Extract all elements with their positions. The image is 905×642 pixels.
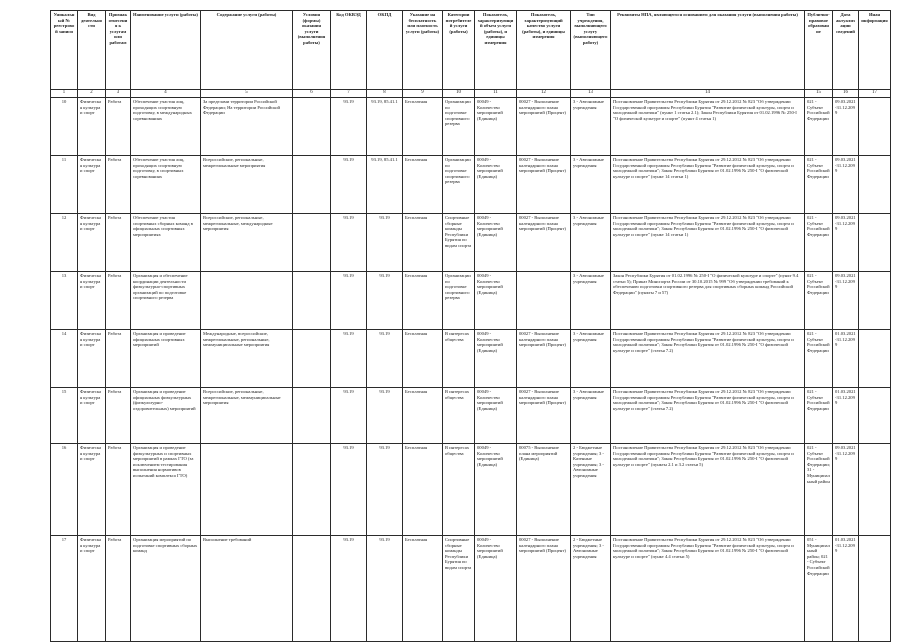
service-content: Всероссийские, региональные, межрегиональные, международные мероприятия <box>201 214 293 272</box>
legal-basis: Постановление Правительства Республики Бурятия от 29.12.2012 № 823 "Об утверждении Государственной программы Республики Бурятия "Развитие физической культуры, спорта и молодежной политики"; Закон Республики Бурятия от 01.02.1996 № 250-I "О физической культуре и спорте" (статья 7.2) <box>611 388 805 444</box>
volume-indicator: 00049 - Количество мероприятий (Единица) <box>475 98 517 156</box>
public-entity: 021 - Субъект Российской Федерации <box>805 272 833 330</box>
okved-code: 93.19 <box>331 98 367 156</box>
activity-type: Физическая культура и спорт <box>78 272 106 330</box>
col-header: ОКПД <box>367 11 403 90</box>
activity-type: Физическая культура и спорт <box>78 330 106 388</box>
public-entity: 021 - Субъект Российской Федерации <box>805 214 833 272</box>
okpd-code: 93.19 <box>367 214 403 272</box>
item-kind: Работа <box>106 444 131 536</box>
col-header: Категории потребителей услуги (работы) <box>443 11 475 90</box>
legal-basis: Постановление Правительства Республики Бурятия от 29.12.2012 № 823 "Об утверждении Государственной программы Республики Бурятия "Развитие физической культуры, спорта и молодежной политики"; Закон Республики Бурятия от 01.02.1996 № 250-I "О физической культуре и спорте" (пункт 14 статьи 1) <box>611 156 805 214</box>
service-content: Выполнение требований <box>201 536 293 642</box>
institution-type: 3 - Автономные учреждения <box>571 156 611 214</box>
service-content: Всероссийские, региональные, межрегиональные, межмуниципальные мероприятия <box>201 388 293 444</box>
activity-type: Физическая культура и спорт <box>78 388 106 444</box>
record-number: 11 <box>51 156 78 214</box>
col-header: Содержание услуги (работы) <box>201 11 293 90</box>
column-number: 9 <box>403 90 443 98</box>
record-number: 15 <box>51 388 78 444</box>
legal-basis: Закон Республики Бурятия от 01.02.1996 № 250-I "О физической культуре и спорте" (пункт 9.4 статьи 5); Приказ Минспорта России от 30.10.2015 № 999 "Об утверждении требований к обеспечению подготовки спортивного резерва для спортивных сборных команд Российской Федерации" (пункты 7 и 57) <box>611 272 805 330</box>
volume-indicator: 00049 - Количество мероприятий (Единица) <box>475 272 517 330</box>
record-number: 12 <box>51 214 78 272</box>
payment-type: Бесплатная <box>403 98 443 156</box>
service-form <box>293 214 331 272</box>
column-number: 11 <box>475 90 517 98</box>
other-info <box>859 98 891 156</box>
consumer-category: В интересах общества <box>443 444 475 536</box>
other-info <box>859 536 891 642</box>
record-number: 17 <box>51 536 78 642</box>
table-row <box>51 330 891 388</box>
activity-type: Физическая культура и спорт <box>78 156 106 214</box>
actualization-date: 09.03.2021-31.12.2099 <box>833 444 859 536</box>
volume-indicator: 00049 - Количество мероприятий (Единица) <box>475 156 517 214</box>
payment-type: Бесплатная <box>403 272 443 330</box>
col-header: Иная информация <box>859 11 891 90</box>
record-number: 14 <box>51 330 78 388</box>
legal-basis: Постановление Правительства Республики Бурятия от 29.12.2012 № 823 "Об утверждении Государственной программы Республики Бурятия "Развитие физической культуры, спорта и молодежной политики"; Закон Республики Бурятия от 01.02.1996 № 250-I "О физической культуре и спорте" (пункты 2.1 и 3.2 статьи 5) <box>611 444 805 536</box>
col-header: Признак отнесения к услугам или работам <box>106 11 131 90</box>
service-name: Организация мероприятий по подготовке спортивных сборных команд <box>131 536 201 642</box>
column-number-row <box>51 90 891 98</box>
table-row <box>51 444 891 536</box>
okved-code: 93.19 <box>331 214 367 272</box>
volume-indicator: 00049 - Количество мероприятий (Единица) <box>475 214 517 272</box>
other-info <box>859 444 891 536</box>
quality-indicator: 00027 - Выполнение календарного плана мероприятий (Процент) <box>517 536 571 642</box>
public-entity: 051 - Муниципальный район; 021 - Субъект Российской Федерации <box>805 536 833 642</box>
service-content: Всероссийские, региональные, межрегиональные мероприятия <box>201 156 293 214</box>
payment-type: Бесплатная <box>403 330 443 388</box>
col-header: Тип учреждения, выполняющего услугу (выполняющего работу) <box>571 11 611 90</box>
service-name: Обеспечение участия спортивных сборных команд в официальных спортивных мероприятиях <box>131 214 201 272</box>
okpd-code: 93.19 <box>367 330 403 388</box>
volume-indicator: 00049 - Количество мероприятий (Единица) <box>475 330 517 388</box>
okpd-code: 93.19, 85.41.1 <box>367 98 403 156</box>
service-form <box>293 444 331 536</box>
service-form <box>293 272 331 330</box>
other-info <box>859 330 891 388</box>
col-header: Условия (формы) оказания услуги (выполнения работы) <box>293 11 331 90</box>
other-info <box>859 272 891 330</box>
institution-type: 3 - Автономные учреждения <box>571 98 611 156</box>
other-info <box>859 388 891 444</box>
item-kind: Работа <box>106 272 131 330</box>
item-kind: Работа <box>106 98 131 156</box>
okved-code: 93.19 <box>331 330 367 388</box>
registry-rows <box>51 98 891 642</box>
legal-basis: Постановление Правительства Республики Бурятия от 29.12.2012 № 823 "Об утверждении Государственной программы Республики Бурятия "Развитие физической культуры, спорта и молодежной политики" (пункт 1 статья 2.1); Закон Республики Бурятия от 01.02.1996 № 250-I "О физической культуре и спорте" (пункт 4 статья 1) <box>611 98 805 156</box>
service-name: Организация и проведение официальных спортивных мероприятий <box>131 330 201 388</box>
column-number: 16 <box>833 90 859 98</box>
item-kind: Работа <box>106 330 131 388</box>
column-number: 17 <box>859 90 891 98</box>
column-number: 15 <box>805 90 833 98</box>
okpd-code: 93.19 <box>367 444 403 536</box>
service-content: Международные, всероссийские, межрегиональные, региональные, межмуниципальные мероприятия <box>201 330 293 388</box>
payment-type: Бесплатная <box>403 444 443 536</box>
service-content <box>201 272 293 330</box>
service-content: За пределами территории Российской Федерации; На территории Российской Федерации <box>201 98 293 156</box>
okpd-code: 93.19 <box>367 272 403 330</box>
actualization-date: 09.03.2021-31.12.2099 <box>833 156 859 214</box>
other-info <box>859 156 891 214</box>
col-header: Показатель, характеризующий качество услуги (работы), и единицы измерения <box>517 11 571 90</box>
service-name: Обеспечение участия лиц, проходящих спортивную подготовку, в спортивных соревнованиях <box>131 156 201 214</box>
public-entity: 021 - Субъект Российской Федерации; 31 - Муниципальный район <box>805 444 833 536</box>
record-number: 10 <box>51 98 78 156</box>
consumer-category: Организации по подготовке спортивного резерва <box>443 272 475 330</box>
table-row <box>51 536 891 642</box>
col-header: Реквизиты НПА, являющегося основанием для оказания услуги (выполнения работы) <box>611 11 805 90</box>
service-content <box>201 444 293 536</box>
institution-type: 3 - Автономные учреждения <box>571 330 611 388</box>
activity-type: Физическая культура и спорт <box>78 98 106 156</box>
col-header: Публично-правовое образование <box>805 11 833 90</box>
column-number: 14 <box>611 90 805 98</box>
column-number: 13 <box>571 90 611 98</box>
payment-type: Бесплатная <box>403 214 443 272</box>
quality-indicator: 00027 - Выполнение календарного плана мероприятий (Процент) <box>517 156 571 214</box>
col-header: Показатель, характеризующий объем услуги (работы), и единицы измерения <box>475 11 517 90</box>
table-row <box>51 98 891 156</box>
consumer-category: Организации по подготовке спортивного резерва <box>443 156 475 214</box>
quality-indicator: 00027 - Выполнение календарного плана мероприятий (Процент) <box>517 330 571 388</box>
service-form <box>293 388 331 444</box>
actualization-date: 01.03.2021-31.12.2099 <box>833 536 859 642</box>
quality-indicator: 00027 - Выполнение календарного плана мероприятий (Процент) <box>517 388 571 444</box>
column-number: 4 <box>131 90 201 98</box>
public-entity: 021 - Субъект Российской Федерации <box>805 330 833 388</box>
item-kind: Работа <box>106 536 131 642</box>
service-form <box>293 156 331 214</box>
service-name: Обеспечение участия лиц, проходящих спортивную подготовку, в международных соревнованиях <box>131 98 201 156</box>
table-row <box>51 214 891 272</box>
record-number: 13 <box>51 272 78 330</box>
institution-type: 3 - Автономные учреждения <box>571 272 611 330</box>
column-number: 6 <box>293 90 331 98</box>
item-kind: Работа <box>106 214 131 272</box>
public-entity: 021 - Субъект Российской Федерации <box>805 156 833 214</box>
column-number: 12 <box>517 90 571 98</box>
activity-type: Физическая культура и спорт <box>78 536 106 642</box>
column-number: 1 <box>51 90 78 98</box>
service-form <box>293 536 331 642</box>
column-number: 7 <box>331 90 367 98</box>
okpd-code: 93.19 <box>367 388 403 444</box>
okved-code: 93.19 <box>331 156 367 214</box>
service-name: Организация и обеспечение координации деятельности физкультурно-спортивных организаций по подготовке спортивного резерва <box>131 272 201 330</box>
payment-type: Бесплатная <box>403 388 443 444</box>
header-row <box>51 11 891 90</box>
okved-code: 93.19 <box>331 388 367 444</box>
activity-type: Физическая культура и спорт <box>78 214 106 272</box>
quality-indicator <box>517 272 571 330</box>
public-entity: 021 - Субъект Российской Федерации <box>805 388 833 444</box>
col-header: Вид деятельности <box>78 11 106 90</box>
service-name: Организация и проведение физкультурных и спортивных мероприятий в рамках ГТО (за исключением тестирования выполнения нормативов испытаний комплекса ГТО) <box>131 444 201 536</box>
actualization-date: 09.03.2021-31.12.2099 <box>833 98 859 156</box>
consumer-category: В интересах общества <box>443 330 475 388</box>
col-header: Дата актуализации сведений <box>833 11 859 90</box>
col-header: Указание на бесплатность или платность услуги (работы) <box>403 11 443 90</box>
payment-type: Бесплатная <box>403 536 443 642</box>
volume-indicator: 00049 - Количество мероприятий (Единица) <box>475 536 517 642</box>
registry-page <box>50 10 890 642</box>
table-row <box>51 388 891 444</box>
column-number: 5 <box>201 90 293 98</box>
volume-indicator: 00049 - Количество мероприятий (Единица) <box>475 444 517 536</box>
actualization-date: 09.03.2021-31.12.2099 <box>833 272 859 330</box>
column-number: 8 <box>367 90 403 98</box>
quality-indicator: 00027 - Выполнение календарного плана мероприятий (Процент) <box>517 98 571 156</box>
item-kind: Работа <box>106 388 131 444</box>
okpd-code: 93.19 <box>367 536 403 642</box>
consumer-category: В интересах общества <box>443 388 475 444</box>
column-number: 10 <box>443 90 475 98</box>
legal-basis: Постановление Правительства Республики Бурятия от 29.12.2012 № 823 "Об утверждении Государственной программы Республики Бурятия "Развитие физической культуры, спорта и молодежной политики"; Закон Республики Бурятия от 01.02.1996 № 250-I "О физической культуре и спорте" (статья 7.2) <box>611 330 805 388</box>
actualization-date: 09.03.2021-31.12.2099 <box>833 214 859 272</box>
okved-code: 93.19 <box>331 444 367 536</box>
legal-basis: Постановление Правительства Республики Бурятия от 29.12.2012 № 823 "Об утверждении Государственной программы Республики Бурятия "Развитие физической культуры, спорта и молодежной политики"; Закон Республики Бурятия от 01.02.1996 № 250-I "О физической культуре и спорте" (пункт 4.4 статьи 5) <box>611 536 805 642</box>
legal-basis: Постановление Правительства Республики Бурятия от 29.12.2012 № 823 "Об утверждении Государственной программы Республики Бурятия "Развитие физической культуры, спорта и молодежной политики"; Закон Республики Бурятия от 01.02.1996 № 250-I "О физической культуре и спорте" (пункт 14 статьи 1) <box>611 214 805 272</box>
payment-type: Бесплатная <box>403 156 443 214</box>
consumer-category: Спортивные сборные команды Республики Бурятия по видам спорта <box>443 536 475 642</box>
table-row <box>51 156 891 214</box>
consumer-category: Спортивные сборные команды Республики Бурятия по видам спорта <box>443 214 475 272</box>
institution-type: 2 - Бюджетные учреждения; 3 - Автономные учреждения <box>571 536 611 642</box>
public-entity: 021 - Субъект Российской Федерации <box>805 98 833 156</box>
institution-type: 3 - Автономные учреждения <box>571 388 611 444</box>
registry-table <box>50 10 891 642</box>
table-row <box>51 272 891 330</box>
item-kind: Работа <box>106 156 131 214</box>
quality-indicator: 00027 - Выполнение календарного плана мероприятий (Процент) <box>517 214 571 272</box>
other-info <box>859 214 891 272</box>
service-form <box>293 98 331 156</box>
actualization-date: 01.03.2021-31.12.2099 <box>833 330 859 388</box>
col-header: Уникальный № реестровой записи <box>51 11 78 90</box>
service-form <box>293 330 331 388</box>
institution-type: 3 - Автономные учреждения <box>571 214 611 272</box>
okpd-code: 93.19, 85.41.1 <box>367 156 403 214</box>
col-header: Наименование услуги (работы) <box>131 11 201 90</box>
col-header: Код ОКВЭД <box>331 11 367 90</box>
service-name: Организация и проведение официальных физкультурных (физкультурно-оздоровительных) мероприятий <box>131 388 201 444</box>
quality-indicator: 00075 - Выполнение плана мероприятий (Единица) <box>517 444 571 536</box>
consumer-category: Организации по подготовке спортивного резерва <box>443 98 475 156</box>
okved-code: 93.19 <box>331 272 367 330</box>
activity-type: Физическая культура и спорт <box>78 444 106 536</box>
actualization-date: 01.03.2021-31.12.2099 <box>833 388 859 444</box>
institution-type: 2 - Бюджетные учреждения; 3 - Казенные учреждения; 3 - Автономные учреждения <box>571 444 611 536</box>
column-number: 3 <box>106 90 131 98</box>
okved-code: 93.19 <box>331 536 367 642</box>
record-number: 16 <box>51 444 78 536</box>
volume-indicator: 00049 - Количество мероприятий (Единица) <box>475 388 517 444</box>
column-number: 2 <box>78 90 106 98</box>
